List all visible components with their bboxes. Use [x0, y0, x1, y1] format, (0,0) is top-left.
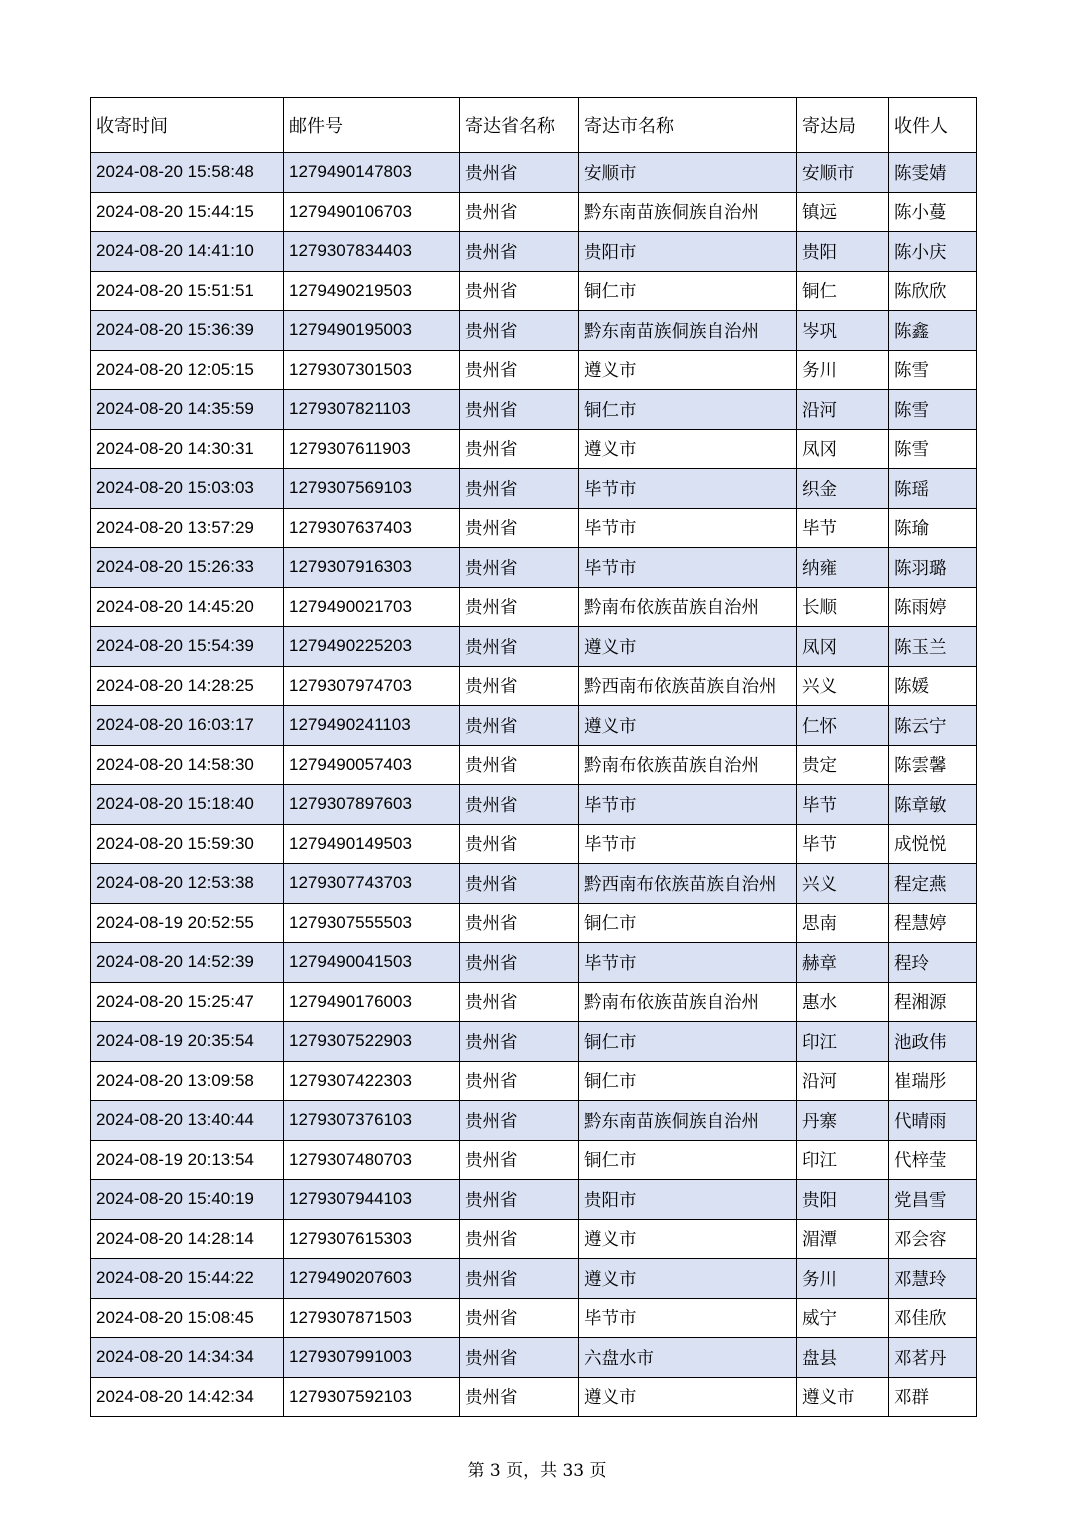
office-cell: 湄潭: [797, 1219, 889, 1259]
recipient-cell: 陈章敏: [889, 785, 977, 825]
table-row: [91, 1377, 977, 1417]
office-cell: 兴义: [797, 864, 889, 904]
table-row: [91, 271, 977, 311]
recipient-cell: 陈羽璐: [889, 548, 977, 588]
office-cell: 毕节: [797, 785, 889, 825]
table-row: [91, 903, 977, 943]
province-cell: 贵州省: [460, 785, 579, 825]
send-time-cell: 2024-08-20 14:42:34: [91, 1377, 284, 1417]
header-row: [91, 98, 977, 153]
city-cell: 黔南布依族苗族自治州: [579, 587, 797, 627]
send-time-cell: 2024-08-20 16:03:17: [91, 706, 284, 746]
recipient-cell: 代晴雨: [889, 1101, 977, 1141]
office-cell: 毕节: [797, 508, 889, 548]
send-time-cell: 2024-08-20 13:40:44: [91, 1101, 284, 1141]
send-time-cell: 2024-08-20 14:52:39: [91, 943, 284, 983]
send-time-cell: 2024-08-20 14:35:59: [91, 390, 284, 430]
send-time-cell: 2024-08-20 15:58:48: [91, 153, 284, 193]
header-cell-province: 寄达省名称: [460, 98, 579, 153]
table-row: [91, 745, 977, 785]
mail-number-cell: 1279490057403: [284, 745, 460, 785]
city-cell: 黔南布依族苗族自治州: [579, 982, 797, 1022]
city-cell: 黔西南布依族苗族自治州: [579, 864, 797, 904]
mail-number-cell: 1279307944103: [284, 1180, 460, 1220]
office-cell: 赫章: [797, 943, 889, 983]
send-time-cell: 2024-08-20 13:09:58: [91, 1061, 284, 1101]
province-cell: 贵州省: [460, 271, 579, 311]
province-cell: 贵州省: [460, 469, 579, 509]
table-row: [91, 1180, 977, 1220]
send-time-cell: 2024-08-20 12:53:38: [91, 864, 284, 904]
recipient-cell: 陈雨婷: [889, 587, 977, 627]
table-row: [91, 824, 977, 864]
province-cell: 贵州省: [460, 1298, 579, 1338]
province-cell: 贵州省: [460, 745, 579, 785]
mail-number-cell: 1279307871503: [284, 1298, 460, 1338]
recipient-cell: 陈雲馨: [889, 745, 977, 785]
province-cell: 贵州省: [460, 666, 579, 706]
province-cell: 贵州省: [460, 429, 579, 469]
table-row: [91, 1140, 977, 1180]
recipient-cell: 邓群: [889, 1377, 977, 1417]
recipient-cell: 邓慧玲: [889, 1259, 977, 1299]
city-cell: 毕节市: [579, 548, 797, 588]
province-cell: 贵州省: [460, 1377, 579, 1417]
send-time-cell: 2024-08-20 15:26:33: [91, 548, 284, 588]
office-cell: 丹寨: [797, 1101, 889, 1141]
city-cell: 毕节市: [579, 943, 797, 983]
province-cell: 贵州省: [460, 982, 579, 1022]
table-row: [91, 1101, 977, 1141]
send-time-cell: 2024-08-20 13:57:29: [91, 508, 284, 548]
province-cell: 贵州省: [460, 824, 579, 864]
office-cell: 印江: [797, 1022, 889, 1062]
table-body: [91, 153, 977, 1417]
table-row: [91, 943, 977, 983]
table-row: [91, 192, 977, 232]
table-row: [91, 469, 977, 509]
send-time-cell: 2024-08-20 14:58:30: [91, 745, 284, 785]
office-cell: 务川: [797, 350, 889, 390]
province-cell: 贵州省: [460, 1140, 579, 1180]
mail-number-cell: 1279490021703: [284, 587, 460, 627]
header-cell-mail-number: 邮件号: [284, 98, 460, 153]
recipient-cell: 邓茗丹: [889, 1338, 977, 1378]
send-time-cell: 2024-08-20 15:44:22: [91, 1259, 284, 1299]
send-time-cell: 2024-08-20 14:28:25: [91, 666, 284, 706]
city-cell: 遵义市: [579, 350, 797, 390]
office-cell: 贵阳: [797, 1180, 889, 1220]
mail-number-cell: 1279307555503: [284, 903, 460, 943]
recipient-cell: 陈雪: [889, 429, 977, 469]
mail-number-cell: 1279490225203: [284, 627, 460, 667]
city-cell: 铜仁市: [579, 1140, 797, 1180]
city-cell: 遵义市: [579, 706, 797, 746]
table-row: [91, 666, 977, 706]
shipment-table: [90, 97, 977, 1417]
recipient-cell: 成悦悦: [889, 824, 977, 864]
table-row: [91, 1338, 977, 1378]
table-row: [91, 587, 977, 627]
send-time-cell: 2024-08-20 15:44:15: [91, 192, 284, 232]
mail-number-cell: 1279307615303: [284, 1219, 460, 1259]
send-time-cell: 2024-08-20 14:41:10: [91, 232, 284, 272]
mail-number-cell: 1279490207603: [284, 1259, 460, 1299]
send-time-cell: 2024-08-20 14:30:31: [91, 429, 284, 469]
city-cell: 铜仁市: [579, 271, 797, 311]
send-time-cell: 2024-08-19 20:52:55: [91, 903, 284, 943]
province-cell: 贵州省: [460, 1180, 579, 1220]
table-row: [91, 1259, 977, 1299]
mail-number-cell: 1279307897603: [284, 785, 460, 825]
city-cell: 黔东南苗族侗族自治州: [579, 192, 797, 232]
province-cell: 贵州省: [460, 587, 579, 627]
mail-number-cell: 1279307592103: [284, 1377, 460, 1417]
office-cell: 镇远: [797, 192, 889, 232]
province-cell: 贵州省: [460, 153, 579, 193]
recipient-cell: 程定燕: [889, 864, 977, 904]
mail-number-cell: 1279307301503: [284, 350, 460, 390]
send-time-cell: 2024-08-20 12:05:15: [91, 350, 284, 390]
province-cell: 贵州省: [460, 1219, 579, 1259]
office-cell: 铜仁: [797, 271, 889, 311]
city-cell: 贵阳市: [579, 232, 797, 272]
city-cell: 六盘水市: [579, 1338, 797, 1378]
table-row: [91, 1219, 977, 1259]
city-cell: 铜仁市: [579, 1022, 797, 1062]
recipient-cell: 陈云宁: [889, 706, 977, 746]
mail-number-cell: 1279307522903: [284, 1022, 460, 1062]
province-cell: 贵州省: [460, 390, 579, 430]
office-cell: 盘县: [797, 1338, 889, 1378]
send-time-cell: 2024-08-20 14:28:14: [91, 1219, 284, 1259]
mail-number-cell: 1279490195003: [284, 311, 460, 351]
mail-number-cell: 1279307974703: [284, 666, 460, 706]
office-cell: 思南: [797, 903, 889, 943]
recipient-cell: 陈雪: [889, 390, 977, 430]
mail-number-cell: 1279307611903: [284, 429, 460, 469]
office-cell: 纳雍: [797, 548, 889, 588]
office-cell: 务川: [797, 1259, 889, 1299]
recipient-cell: 陈玉兰: [889, 627, 977, 667]
header-cell-send-time: 收寄时间: [91, 98, 284, 153]
mail-number-cell: 1279307480703: [284, 1140, 460, 1180]
mail-number-cell: 1279307422303: [284, 1061, 460, 1101]
send-time-cell: 2024-08-20 15:25:47: [91, 982, 284, 1022]
table-row: [91, 311, 977, 351]
send-time-cell: 2024-08-20 15:51:51: [91, 271, 284, 311]
office-cell: 仁怀: [797, 706, 889, 746]
city-cell: 毕节市: [579, 508, 797, 548]
recipient-cell: 程湘源: [889, 982, 977, 1022]
office-cell: 毕节: [797, 824, 889, 864]
table-row: [91, 785, 977, 825]
city-cell: 遵义市: [579, 1377, 797, 1417]
city-cell: 黔西南布依族苗族自治州: [579, 666, 797, 706]
province-cell: 贵州省: [460, 627, 579, 667]
mail-number-cell: 1279490219503: [284, 271, 460, 311]
table-row: [91, 706, 977, 746]
office-cell: 印江: [797, 1140, 889, 1180]
city-cell: 黔南布依族苗族自治州: [579, 745, 797, 785]
mail-number-cell: 1279490149503: [284, 824, 460, 864]
office-cell: 凤冈: [797, 429, 889, 469]
city-cell: 毕节市: [579, 824, 797, 864]
header-cell-recipient: 收件人: [889, 98, 977, 153]
city-cell: 遵义市: [579, 1259, 797, 1299]
table-row: [91, 864, 977, 904]
province-cell: 贵州省: [460, 864, 579, 904]
mail-number-cell: 1279307637403: [284, 508, 460, 548]
city-cell: 铜仁市: [579, 903, 797, 943]
mail-number-cell: 1279490176003: [284, 982, 460, 1022]
city-cell: 黔东南苗族侗族自治州: [579, 311, 797, 351]
office-cell: 岑巩: [797, 311, 889, 351]
office-cell: 兴义: [797, 666, 889, 706]
province-cell: 贵州省: [460, 548, 579, 588]
mail-number-cell: 1279307916303: [284, 548, 460, 588]
office-cell: 威宁: [797, 1298, 889, 1338]
table-row: [91, 1298, 977, 1338]
office-cell: 织金: [797, 469, 889, 509]
mail-number-cell: 1279307569103: [284, 469, 460, 509]
office-cell: 惠水: [797, 982, 889, 1022]
table-row: [91, 350, 977, 390]
table-row: [91, 1022, 977, 1062]
send-time-cell: 2024-08-20 15:18:40: [91, 785, 284, 825]
office-cell: 贵阳: [797, 232, 889, 272]
recipient-cell: 邓会容: [889, 1219, 977, 1259]
city-cell: 遵义市: [579, 1219, 797, 1259]
province-cell: 贵州省: [460, 1259, 579, 1299]
send-time-cell: 2024-08-19 20:35:54: [91, 1022, 284, 1062]
recipient-cell: 邓佳欣: [889, 1298, 977, 1338]
send-time-cell: 2024-08-20 15:08:45: [91, 1298, 284, 1338]
province-cell: 贵州省: [460, 1061, 579, 1101]
page-number-footer: 第 3 页，共 33 页: [467, 1461, 607, 1481]
province-cell: 贵州省: [460, 943, 579, 983]
mail-number-cell: 1279307834403: [284, 232, 460, 272]
table-row: [91, 153, 977, 193]
recipient-cell: 池政伟: [889, 1022, 977, 1062]
mail-number-cell: 1279307376103: [284, 1101, 460, 1141]
city-cell: 毕节市: [579, 469, 797, 509]
office-cell: 凤冈: [797, 627, 889, 667]
mail-number-cell: 1279307991003: [284, 1338, 460, 1378]
office-cell: 贵定: [797, 745, 889, 785]
send-time-cell: 2024-08-20 15:40:19: [91, 1180, 284, 1220]
send-time-cell: 2024-08-20 15:59:30: [91, 824, 284, 864]
mail-number-cell: 1279490241103: [284, 706, 460, 746]
mail-number-cell: 1279307821103: [284, 390, 460, 430]
table-row: [91, 508, 977, 548]
province-cell: 贵州省: [460, 508, 579, 548]
province-cell: 贵州省: [460, 1022, 579, 1062]
office-cell: 沿河: [797, 390, 889, 430]
city-cell: 毕节市: [579, 785, 797, 825]
table-row: [91, 232, 977, 272]
city-cell: 遵义市: [579, 627, 797, 667]
recipient-cell: 陈雪: [889, 350, 977, 390]
table-row: [91, 627, 977, 667]
city-cell: 铜仁市: [579, 390, 797, 430]
mail-number-cell: 1279490041503: [284, 943, 460, 983]
recipient-cell: 陈瑜: [889, 508, 977, 548]
province-cell: 贵州省: [460, 232, 579, 272]
table-row: [91, 429, 977, 469]
office-cell: 沿河: [797, 1061, 889, 1101]
table-row: [91, 1061, 977, 1101]
recipient-cell: 程玲: [889, 943, 977, 983]
recipient-cell: 代梓莹: [889, 1140, 977, 1180]
send-time-cell: 2024-08-20 15:03:03: [91, 469, 284, 509]
send-time-cell: 2024-08-20 15:54:39: [91, 627, 284, 667]
recipient-cell: 陈瑶: [889, 469, 977, 509]
send-time-cell: 2024-08-20 14:34:34: [91, 1338, 284, 1378]
recipient-cell: 程慧婷: [889, 903, 977, 943]
recipient-cell: 陈雯婧: [889, 153, 977, 193]
office-cell: 安顺市: [797, 153, 889, 193]
city-cell: 安顺市: [579, 153, 797, 193]
city-cell: 遵义市: [579, 429, 797, 469]
table-row: [91, 982, 977, 1022]
send-time-cell: 2024-08-19 20:13:54: [91, 1140, 284, 1180]
province-cell: 贵州省: [460, 903, 579, 943]
recipient-cell: 陈小庆: [889, 232, 977, 272]
province-cell: 贵州省: [460, 706, 579, 746]
table-row: [91, 548, 977, 588]
province-cell: 贵州省: [460, 192, 579, 232]
city-cell: 贵阳市: [579, 1180, 797, 1220]
send-time-cell: 2024-08-20 15:36:39: [91, 311, 284, 351]
office-cell: 遵义市: [797, 1377, 889, 1417]
province-cell: 贵州省: [460, 1338, 579, 1378]
recipient-cell: 陈小蔓: [889, 192, 977, 232]
recipient-cell: 党昌雪: [889, 1180, 977, 1220]
recipient-cell: 陈媛: [889, 666, 977, 706]
city-cell: 铜仁市: [579, 1061, 797, 1101]
city-cell: 毕节市: [579, 1298, 797, 1338]
mail-number-cell: 1279490147803: [284, 153, 460, 193]
send-time-cell: 2024-08-20 14:45:20: [91, 587, 284, 627]
office-cell: 长顺: [797, 587, 889, 627]
recipient-cell: 崔瑞彤: [889, 1061, 977, 1101]
recipient-cell: 陈欣欣: [889, 271, 977, 311]
mail-number-cell: 1279307743703: [284, 864, 460, 904]
table-row: [91, 390, 977, 430]
recipient-cell: 陈鑫: [889, 311, 977, 351]
city-cell: 黔东南苗族侗族自治州: [579, 1101, 797, 1141]
province-cell: 贵州省: [460, 311, 579, 351]
province-cell: 贵州省: [460, 1101, 579, 1141]
mail-number-cell: 1279490106703: [284, 192, 460, 232]
header-cell-city: 寄达市名称: [579, 98, 797, 153]
header-cell-office: 寄达局: [797, 98, 889, 153]
province-cell: 贵州省: [460, 350, 579, 390]
